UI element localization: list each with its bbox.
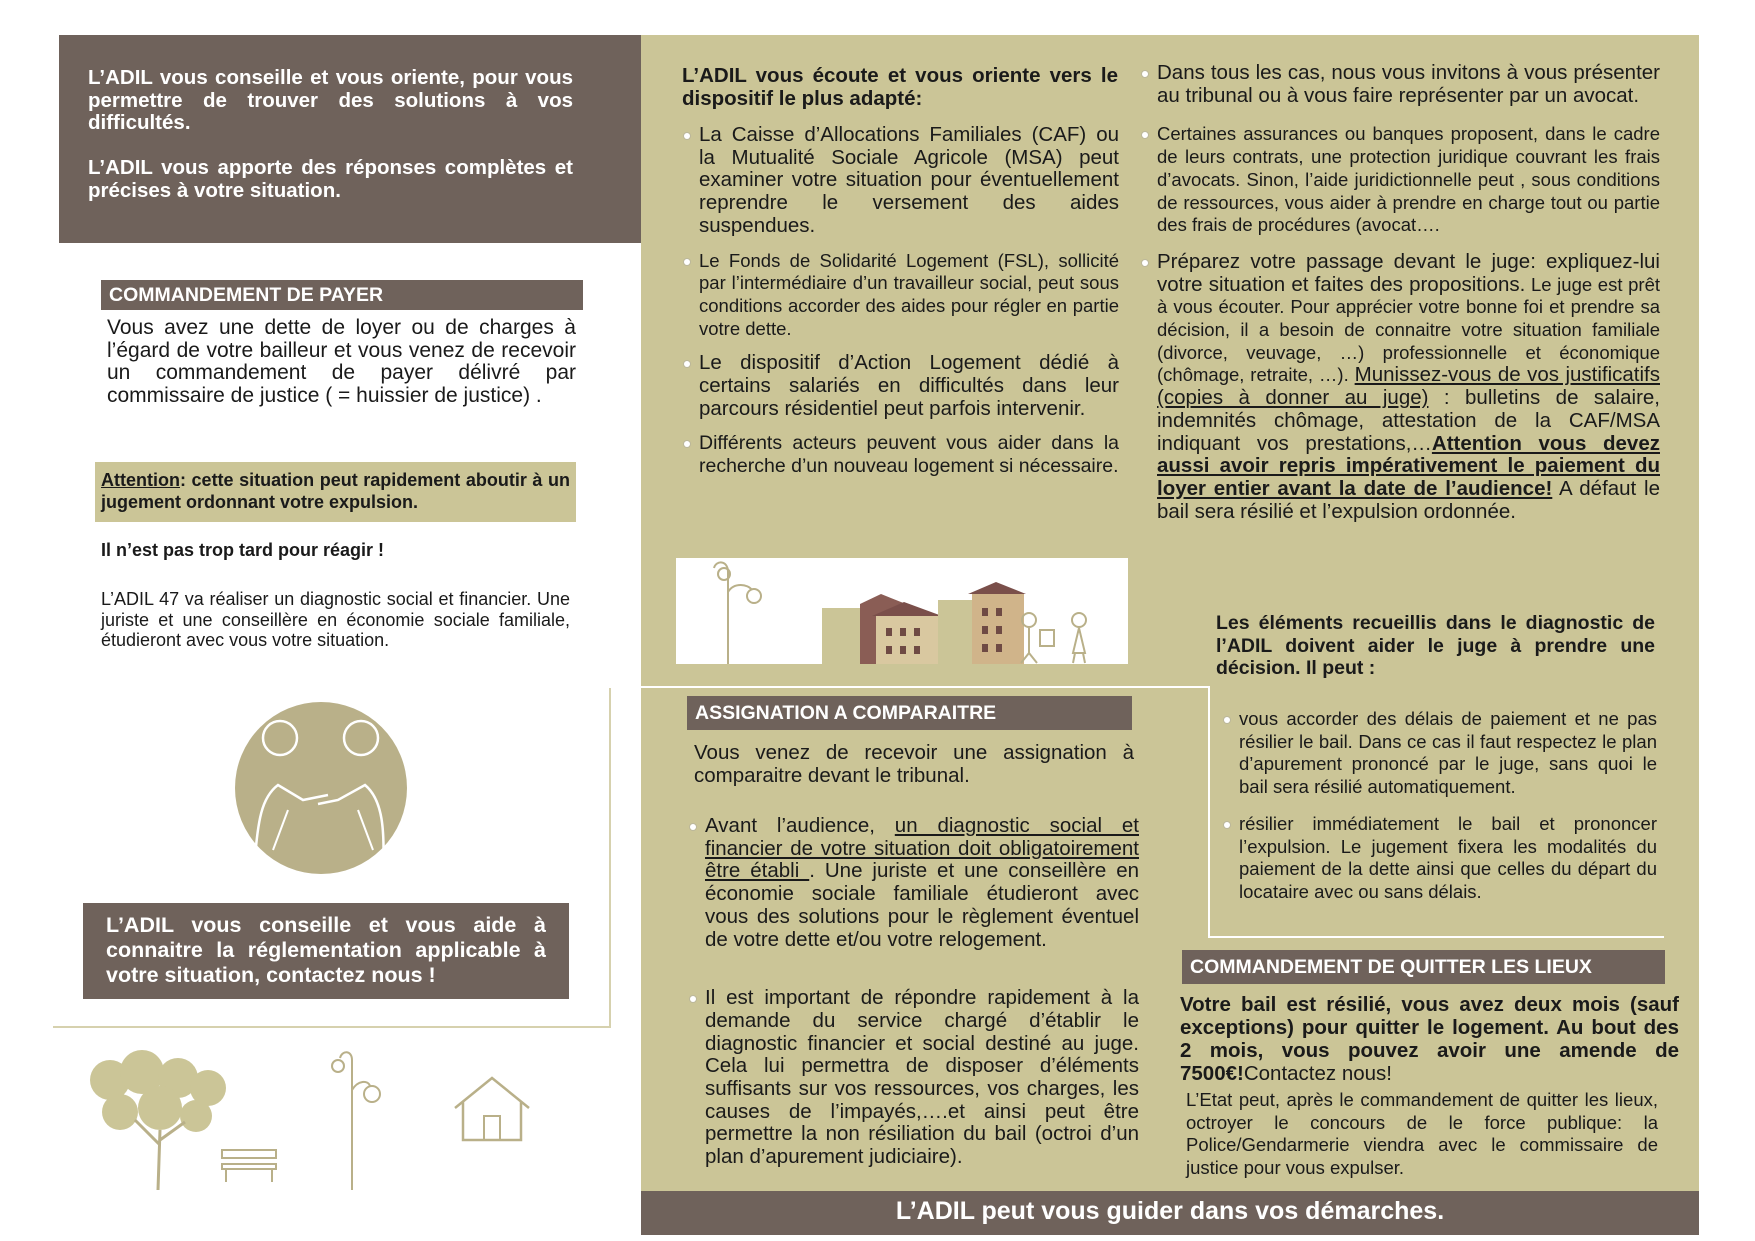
judge-option: résilier immédiatement le bail et prononcer l’expulsion. Le jugement fixera les modalités du paiement de la dette ainsi que celles du départ du locataire avec ou sans délais. <box>1223 813 1657 904</box>
assignation-intro: Vous venez de recevoir une assignation à comparaitre devant le tribunal. <box>694 741 1134 787</box>
middle-bullet: La Caisse d’Allocations Familiales (CAF) ou la Mutualité Sociale Agricole (MSA) peut examiner votre situation pour éventuellement reprendre le versement des aides suspendues. <box>683 124 1119 238</box>
prep-attention: Attention vous devez aussi avoir repris impérativement le paiement du loyer entier avant la date de l’audience! <box>1157 431 1660 500</box>
quitter-etat: L’Etat peut, après le commandement de quitter les lieux, octroyer le concours de le force publique: la Police/Gendarmerie viendra avec le commissaire de justice pour vous expulser. <box>1186 1089 1658 1179</box>
divider-left-v <box>609 687 611 1028</box>
middle-bullets <box>683 124 1119 490</box>
middle-bullet: Le Fonds de Solidarité Logement (FSL), sollicité par l’intermédiaire d’un travailleur social, peut sous conditions accorder des aides pour régler en partie votre dette. <box>683 250 1119 341</box>
middle-heading: L’ADIL vous écoute et vous oriente vers le dispositif le plus adapté: <box>682 64 1118 110</box>
middle-bullet: Différents acteurs peuvent vous aider dans la recherche d’un nouveau logement si nécessaire. <box>683 432 1119 477</box>
judge-heading: Les éléments recueillis dans le diagnostic de l’ADIL doivent aider le juge à prendre une décision. Il peut : <box>1216 612 1655 680</box>
divider-right-h <box>1208 936 1664 938</box>
diagnostic-text: L’ADIL 47 va réaliser un diagnostic social et financier. Une juriste et une conseillère en économie sociale familiale, étudieront avec vous votre situation. <box>101 589 570 650</box>
assignation-b1-post: . Une juriste et une conseillère en économie sociale familiale étudieront avec vous des solutions pour le règlement éventuel de votre dette et/ou votre relogement. <box>705 859 1139 951</box>
prep-p1: Préparez votre passage devant le juge: expliquez-lui votre situation et faites des propositions. <box>1157 249 1660 296</box>
assignation-bullet-2: Il est important de répondre rapidement à la demande du service chargé d’établir le diagnostic financier et social destiné au juge. Cela lui permettra de disposer d’éléments suffisants sur vos ressources, vos charges, les causes de l’impayés,….et ainsi peut être permettre la non résiliation du bail (octroi d’un plan d’apurement judiciaire). <box>689 987 1139 1169</box>
footer-text: L’ADIL peut vous guider dans vos démarches. <box>895 1197 1445 1225</box>
right-bullets <box>1141 62 1660 523</box>
attention-label: Attention <box>101 470 180 490</box>
town-illustration <box>676 558 1128 664</box>
quitter-title: COMMANDEMENT DE QUITTER LES LIEUX <box>1182 950 1665 984</box>
attention-text: : cette situation peut rapidement aboutir à un jugement ordonnant votre expulsion. <box>101 470 570 512</box>
divider-right-v <box>1208 686 1210 937</box>
handshake-illustration <box>233 700 409 876</box>
middle-bullet: Le dispositif d’Action Logement dédié à certains salariés en difficultés dans leur parcours résidentiel peut parfois intervenir. <box>683 352 1119 420</box>
divider-top <box>609 686 1209 688</box>
quitter-contact: Contactez nous! <box>1243 1062 1392 1085</box>
prep-p4: A défaut le bail sera résilié et l’expulsion ordonnée. <box>1157 476 1660 523</box>
attention-box <box>95 462 576 522</box>
intro-p1: L’ADIL vous conseille et vous oriente, pour vous permettre de trouver des solutions à vos difficultés. <box>88 66 573 135</box>
assignation-title: ASSIGNATION A COMPARAITRE <box>687 696 1132 730</box>
contact-box <box>83 903 569 999</box>
footer-bar <box>641 1191 1699 1235</box>
right-bullet-prep <box>1141 251 1660 523</box>
assignation-bullets <box>689 815 1139 1181</box>
commandement-payer-title: COMMANDEMENT DE PAYER <box>101 280 583 310</box>
assignation-b1-underlined: un diagnostic social et financier de votre situation doit obligatoirement être établi <box>705 814 1139 883</box>
intro-box <box>59 35 641 243</box>
contact-text: L’ADIL vous conseille et vous aide à connaitre la réglementation applicable à votre situation, contactez nous ! <box>106 913 546 987</box>
assignation-b1-pre: Avant l’audience, <box>705 814 895 837</box>
prep-p3: : bulletins de salaire, indemnités chômage, attestation de la CAF/MSA indiquant vos prestations,… <box>1157 386 1660 455</box>
park-illustration <box>80 1050 550 1190</box>
prep-p2: Le juge est prêt à vous écouter. Pour apprécier votre bonne foi et prendre sa décision, il a besoin de connaitre votre situation familiale (divorce, veuvage, …) professionnelle et économique (chômage, retraite, …). <box>1157 273 1660 386</box>
judge-option: vous accorder des délais de paiement et ne pas résilier le bail. Dans ce cas il faut respectez le plan d’apurement prononcé par le juge, sans quoi le bail sera résilié automatiquement. <box>1223 708 1657 799</box>
right-bullet: Certaines assurances ou banques proposent, dans le cadre de leurs contrats, une protection juridique couvrant les frais d’avocats. Sinon, l’aide juridictionnelle peut , sous conditions de ressources, vous aider à prendre en charge tout ou partie des frais de procédures (avocat…. <box>1141 123 1660 237</box>
divider-left-h <box>53 1026 610 1028</box>
not-too-late: Il n’est pas trop tard pour réagir ! <box>101 540 385 560</box>
assignation-bullet-1 <box>689 815 1139 951</box>
judge-options <box>1223 708 1657 916</box>
prep-justificatifs: Munissez-vous de vos justificatifs (copies à donner au juge) <box>1157 363 1660 410</box>
commandement-payer-body: Vous avez une dette de loyer ou de charges à l’égard de votre bailleur et vous venez de recevoir un commandement de payer délivré par commissaire de justice ( = huissier de justice) . <box>107 316 576 408</box>
quitter-text <box>1180 993 1679 1085</box>
intro-p2: L’ADIL vous apporte des réponses complètes et précises à votre situation. <box>88 156 573 202</box>
quitter-bold: Votre bail est résilié, vous avez deux mois (sauf exceptions) pour quitter le logement. Au bout des 2 mois, vous pouvez avoir une amende de 7500€! <box>1180 993 1679 1085</box>
right-bullet: Dans tous les cas, nous vous invitons à vous présenter au tribunal ou à vous faire représenter par un avocat. <box>1141 62 1660 107</box>
